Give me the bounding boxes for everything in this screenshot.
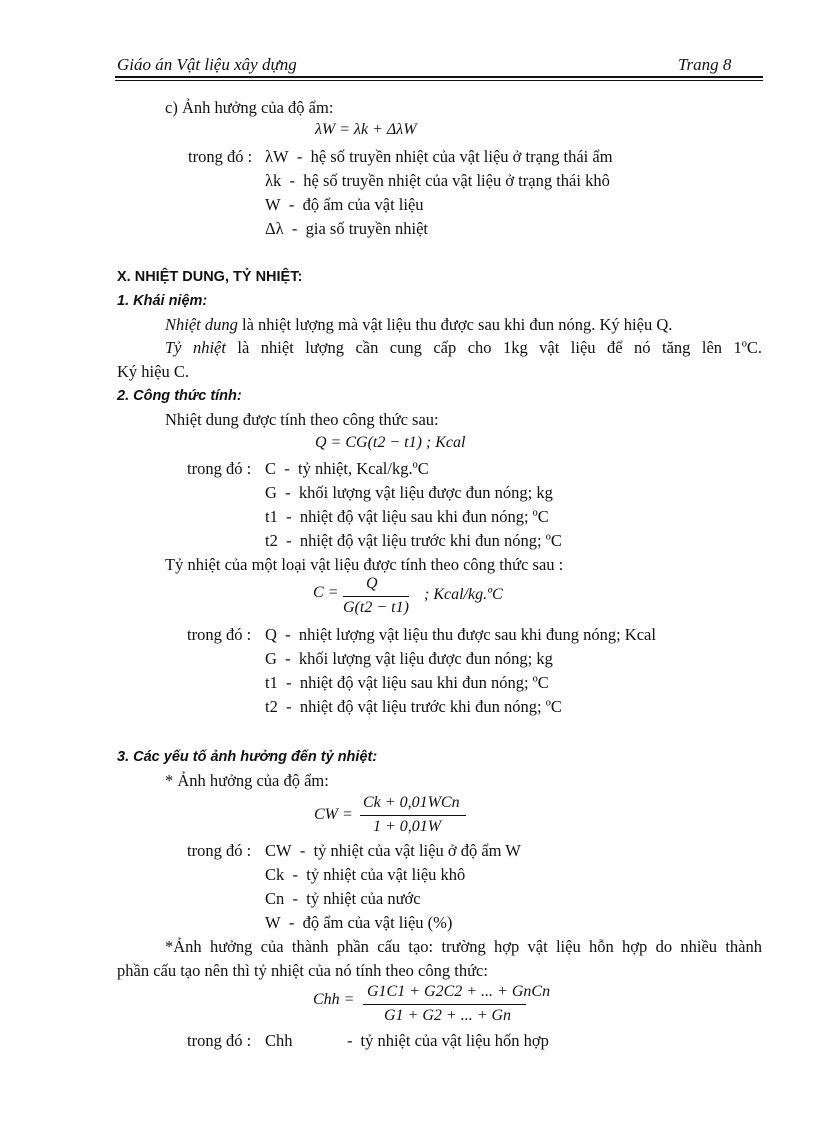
formula-numerator: G1C1 + G2C2 + ... + GnCn: [367, 983, 551, 1000]
where-label: trong đó :: [187, 459, 252, 478]
definition-symbol: Ck: [265, 865, 285, 884]
fraction-bar: [360, 815, 466, 816]
definition-item: t2 - nhiệt độ vật liệu trước khi đun nóng; ºC: [265, 531, 562, 550]
definition-item: G - khối lượng vật liệu được đun nóng; kg: [265, 483, 553, 502]
definition-symbol: G: [265, 649, 277, 668]
definition-item: Chh - tỷ nhiệt của vật liệu hốn hợp: [265, 1031, 549, 1050]
definition-symbol: Chh: [265, 1031, 293, 1050]
definition-text: nhiệt lượng vật liệu thu được sau khi đung nóng; Kcal: [298, 625, 656, 644]
formula-conductivity-moisture: λW = λk + ΔλW: [315, 121, 417, 138]
formula-lhs: CW =: [314, 806, 353, 823]
paragraph-intro: Nhiệt dung được tính theo công thức sau:: [165, 410, 439, 429]
definition-text: tỷ nhiệt, Kcal/kg.ºC: [298, 459, 429, 478]
formula-numerator: Ck + 0,01WCn: [363, 794, 460, 811]
paragraph-intro: Tỷ nhiệt của một loại vật liệu được tính theo công thức sau :: [165, 555, 564, 574]
definition-text: khối lượng vật liệu được đun nóng; kg: [298, 649, 553, 668]
definition-item: t1 - nhiệt độ vật liệu sau khi đun nóng; ºC: [265, 673, 549, 692]
definition-symbol: C: [265, 459, 277, 478]
definition-text: nhiệt độ vật liệu sau khi đun nóng; ºC: [299, 507, 549, 526]
fraction-bar: [363, 1004, 526, 1005]
formula-heat-capacity: Q = CG(t2 − t1) ; Kcal: [315, 434, 466, 451]
paragraph-specific-heat: [165, 338, 762, 358]
where-label: trong đó :: [187, 841, 252, 860]
definition-text: độ ẩm của vật liệu (%): [302, 913, 453, 932]
subsection-heading-factors: 3. Các yếu tố ảnh hưởng đến tỷ nhiệt:: [117, 749, 378, 765]
definition-item: C - tỷ nhiệt, Kcal/kg.ºC: [265, 459, 429, 478]
definition-text: tỷ nhiệt của nước: [306, 889, 421, 908]
formula-unit: ; Kcal/kg.ºC: [424, 586, 503, 603]
formula-lhs: Chh =: [313, 991, 355, 1008]
header-rule: [115, 76, 763, 78]
definition-item: Δλ - gia số truyền nhiệt: [265, 219, 428, 238]
definition-symbol: G: [265, 483, 277, 502]
definition-item: Ck - tỷ nhiệt của vật liệu khô: [265, 865, 466, 884]
definition-symbol: t1: [265, 507, 278, 526]
definition-item: λk - hệ số truyền nhiệt của vật liệu ở trạng thái khô: [265, 171, 610, 190]
definition-text: khối lượng vật liệu được đun nóng; kg: [298, 483, 553, 502]
definition-text: tỷ nhiệt của vật liệu ở độ ẩm W: [313, 841, 521, 860]
definition-symbol: Δλ: [265, 219, 284, 238]
definition-symbol: t1: [265, 673, 278, 692]
subsection-heading-formula: 2. Công thức tính:: [117, 388, 242, 404]
definition-symbol: Cn: [265, 889, 285, 908]
fraction-bar: [343, 596, 409, 597]
definition-item: t1 - nhiệt độ vật liệu sau khi đun nóng; ºC: [265, 507, 549, 526]
definition-item: G - khối lượng vật liệu được đun nóng; kg: [265, 649, 553, 668]
paragraph-text: là nhiệt lượng mà vật liệu thu được sau khi đun nóng. Ký hiệu Q.: [237, 315, 673, 334]
definition-text: gia số truyền nhiệt: [305, 219, 428, 238]
where-label: trong đó :: [188, 147, 253, 166]
definition-item: W - độ ẩm của vật liệu: [265, 195, 424, 214]
definition-symbol: λk: [265, 171, 282, 190]
formula-denominator: G1 + G2 + ... + Gn: [384, 1007, 512, 1024]
definition-text: độ ẩm của vật liệu: [302, 195, 424, 214]
definition-symbol: t2: [265, 531, 278, 550]
definition-symbol: CW: [265, 841, 292, 860]
definition-item: t2 - nhiệt độ vật liệu trước khi đun nóng; ºC: [265, 697, 562, 716]
paragraph-composition-cont: phần cấu tạo nên thì tỷ nhiệt của nó tính theo công thức:: [117, 961, 488, 980]
paragraph-continuation: Ký hiệu C.: [117, 362, 189, 381]
header-rule-thin: [115, 80, 763, 81]
definition-text: nhiệt độ vật liệu trước khi đun nóng; ºC: [299, 697, 562, 716]
formula-numerator: Q: [366, 575, 378, 592]
definition-text: hệ số truyền nhiệt của vật liệu ở trạng thái khô: [303, 171, 610, 190]
definition-text: hệ số truyền nhiệt của vật liệu ở trạng thái ẩm: [310, 147, 613, 166]
term: Nhiệt dung: [165, 315, 238, 334]
paragraph-text: là nhiệt lượng cần cung cấp cho 1kg vật liệu để nó tăng lên 1ºC.: [225, 338, 762, 357]
definition-symbol: t2: [265, 697, 278, 716]
definition-symbol: Q: [265, 625, 277, 644]
where-label: trong đó :: [187, 1031, 252, 1050]
paragraph-heat-capacity: [165, 315, 672, 335]
paragraph-composition: *Ảnh hưởng của thành phần cấu tạo: trường hợp vật liệu hỗn hợp do nhiều thành: [165, 937, 762, 956]
term: Tỷ nhiệt: [165, 338, 226, 357]
header-page-number: Trang 8: [678, 55, 732, 74]
definition-item: W - độ ẩm của vật liệu (%): [265, 913, 453, 932]
header-title: Giáo án Vật liệu xây dựng: [117, 55, 297, 74]
definition-text: tỷ nhiệt của vật liệu khô: [306, 865, 466, 884]
subsection-title: c) Ảnh hưởng của độ ẩm:: [165, 98, 334, 117]
subsection-heading-concept: 1. Khái niệm:: [117, 293, 208, 309]
definition-text: nhiệt độ vật liệu sau khi đun nóng; ºC: [299, 673, 549, 692]
paragraph-moisture: * Ảnh hưởng của độ ẩm:: [165, 771, 329, 790]
formula-lhs: C =: [313, 584, 339, 601]
where-label: trong đó :: [187, 625, 252, 644]
formula-denominator: G(t2 − t1): [343, 599, 409, 616]
definition-item: λW - hệ số truyền nhiệt của vật liệu ở trạng thái ẩm: [265, 147, 613, 166]
section-heading: X. NHIỆT DUNG, TỶ NHIỆT:: [117, 269, 303, 285]
definition-symbol: W: [265, 913, 281, 932]
definition-text: tỷ nhiệt của vật liệu hốn hợp: [360, 1031, 549, 1050]
definition-item: Q - nhiệt lượng vật liệu thu được sau khi đung nóng; Kcal: [265, 625, 656, 644]
formula-denominator: 1 + 0,01W: [373, 818, 442, 835]
definition-item: CW - tỷ nhiệt của vật liệu ở độ ẩm W: [265, 841, 521, 860]
definition-item: Cn - tỷ nhiệt của nước: [265, 889, 421, 908]
definition-symbol: W: [265, 195, 281, 214]
definition-symbol: λW: [265, 147, 289, 166]
definition-text: nhiệt độ vật liệu trước khi đun nóng; ºC: [299, 531, 562, 550]
